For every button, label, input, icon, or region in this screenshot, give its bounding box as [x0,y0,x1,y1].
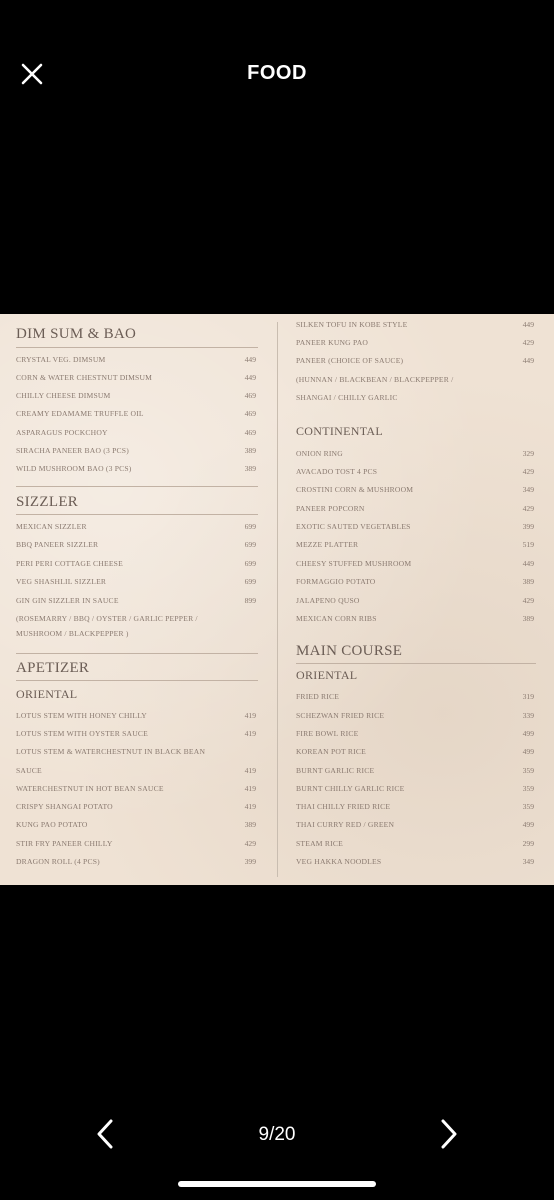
menu-item-price: 449 [522,356,534,365]
home-indicator[interactable] [178,1181,376,1187]
menu-item: PANEER POPCORN [296,504,365,513]
menu-item: WATERCHESTNUT IN HOT BEAN SAUCE [16,784,164,793]
menu-item: ASPARAGUS POCKCHOY [16,428,108,437]
menu-item-price: 419 [244,729,256,738]
page-counter: 9/20 [258,1124,296,1145]
menu-item-price: 469 [244,409,256,418]
menu-item: EXOTIC SAUTED VEGETABLES [296,522,411,531]
section-subtitle: ORIENTAL [16,687,78,701]
section-rule [16,486,258,487]
menu-item: FIRE BOWL RICE [296,729,359,738]
menu-item: SIRACHA PANEER BAO (3 PCS) [16,446,129,455]
menu-item-price: 389 [522,614,534,623]
pager [0,1110,554,1160]
menu-item-price: 419 [244,766,256,775]
menu-item-price: 449 [522,559,534,568]
menu-item: DRAGON ROLL (4 PCS) [16,857,100,866]
menu-item-price: 419 [244,711,256,720]
menu-item: CHEESY STUFFED MUSHROOM [296,559,412,568]
menu-item: PERI PERI COTTAGE CHEESE [16,559,123,568]
menu-item-price: 359 [522,784,534,793]
menu-item: CORN & WATER CHESTNUT DIMSUM [16,373,153,382]
page-title: FOOD [247,62,307,84]
menu-item-note: MUSHROOM / BLACKPEPPER ) [16,629,129,638]
chevron-right-icon [432,1116,464,1152]
menu-item: GIN GIN SIZZLER IN SAUCE [16,596,119,605]
menu-item-price: 499 [522,729,534,738]
menu-item-price: 449 [244,355,256,364]
menu-item-price: 499 [522,747,534,756]
section-rule [296,663,536,664]
section-title-main-course: MAIN COURSE [296,643,403,659]
section-rule [16,514,258,515]
menu-item: FRIED RICE [296,692,340,701]
menu-item-price: 429 [522,504,534,513]
menu-item: CROSTINI CORN & MUSHROOM [296,485,414,494]
next-button[interactable] [432,1116,464,1152]
menu-item: PANEER KUNG PAO [296,338,369,347]
menu-item-price: 699 [244,540,256,549]
menu-item: FORMAGGIO POTATO [296,577,376,586]
menu-item-price: 429 [244,839,256,848]
section-title-continental: CONTINENTAL [296,424,383,438]
menu-item: PANEER (CHOICE OF SAUCE) [296,356,404,365]
menu-item-price: 699 [244,577,256,586]
section-rule [16,680,258,681]
section-rule [16,347,258,348]
menu-item: CREAMY EDAMAME TRUFFLE OIL [16,409,144,418]
menu-item-price: 389 [244,820,256,829]
menu-item-price: 349 [522,857,534,866]
top-bar [0,0,554,150]
section-title-sizzler: SIZZLER [16,494,79,510]
menu-item-price: 359 [522,766,534,775]
menu-item-price: 419 [244,802,256,811]
menu-item: KUNG PAO POTATO [16,820,88,829]
menu-item-price: 449 [244,373,256,382]
menu-item: LOTUS STEM & WATERCHESTNUT IN BLACK BEAN [16,747,206,756]
menu-item: SILKEN TOFU IN KOBE STYLE [296,320,408,329]
menu-item-price: 339 [522,711,534,720]
menu-item-price: 899 [244,596,256,605]
menu-item: CRYSTAL VEG. DIMSUM [16,355,106,364]
menu-item: CHILLY CHEESE DIMSUM [16,391,111,400]
menu-item-price: 699 [244,559,256,568]
menu-item: VEG SHASHLIL SIZZLER [16,577,107,586]
menu-item-price: 429 [522,467,534,476]
menu-item-price: 399 [244,857,256,866]
menu-item-price: 389 [244,464,256,473]
menu-item: AVACADO TOST 4 PCS [296,467,378,476]
menu-item: THAI CHILLY FRIED RICE [296,802,391,811]
menu-item-note: (ROSEMARRY / BBQ / OYSTER / GARLIC PEPPER / [16,614,198,623]
menu-item: KOREAN POT RICE [296,747,366,756]
menu-item-price: 469 [244,391,256,400]
menu-item: SAUCE [16,766,42,775]
menu-item: LOTUS STEM WITH HONEY CHILLY [16,711,147,720]
menu-item: ONION RING [296,449,343,458]
section-subtitle: ORIENTAL [296,668,358,682]
menu-item-price: 469 [244,428,256,437]
menu-item-price: 429 [522,338,534,347]
section-rule [16,653,258,654]
menu-item: VEG HAKKA NOODLES [296,857,382,866]
menu-item-price: 429 [522,596,534,605]
menu-item-price: 399 [522,522,534,531]
menu-item-price: 449 [522,320,534,329]
menu-item-price: 359 [522,802,534,811]
menu-item-price: 699 [244,522,256,531]
menu-item-price: 389 [244,446,256,455]
menu-item: STEAM RICE [296,839,343,848]
menu-item: BURNT CHILLY GARLIC RICE [296,784,405,793]
menu-item: SCHEZWAN FRIED RICE [296,711,385,720]
menu-item: LOTUS STEM WITH OYSTER SAUCE [16,729,149,738]
section-title-apetizer: APETIZER [16,660,90,676]
menu-item-price: 299 [522,839,534,848]
menu-item-price: 419 [244,784,256,793]
menu-item: BURNT GARLIC RICE [296,766,375,775]
menu-item: CRISPY SHANGAI POTATO [16,802,113,811]
menu-item: MEXICAN CORN RIBS [296,614,377,623]
menu-item-note: (HUNNAN / BLACKBEAN / BLACKPEPPER / [296,375,454,384]
menu-item: WILD MUSHROOM BAO (3 PCS) [16,464,132,473]
menu-item: MEXICAN SIZZLER [16,522,87,531]
menu-item-price: 349 [522,485,534,494]
menu-image[interactable] [0,314,554,885]
menu-item: JALAPENO QUSO [296,596,360,605]
menu-item: STIR FRY PANEER CHILLY [16,839,113,848]
menu-item-note: SHANGAI / CHILLY GARLIC [296,393,398,402]
menu-item-price: 329 [522,449,534,458]
menu-item: MEZZE PLATTER [296,540,359,549]
menu-item-price: 499 [522,820,534,829]
menu-item-price: 389 [522,577,534,586]
menu-item: THAI CURRY RED / GREEN [296,820,395,829]
menu-item: BBQ PANEER SIZZLER [16,540,99,549]
menu-item-price: 519 [522,540,534,549]
menu-item-price: 319 [522,692,534,701]
section-title-dimsum: DIM SUM & BAO [16,326,137,342]
column-divider [277,322,278,877]
